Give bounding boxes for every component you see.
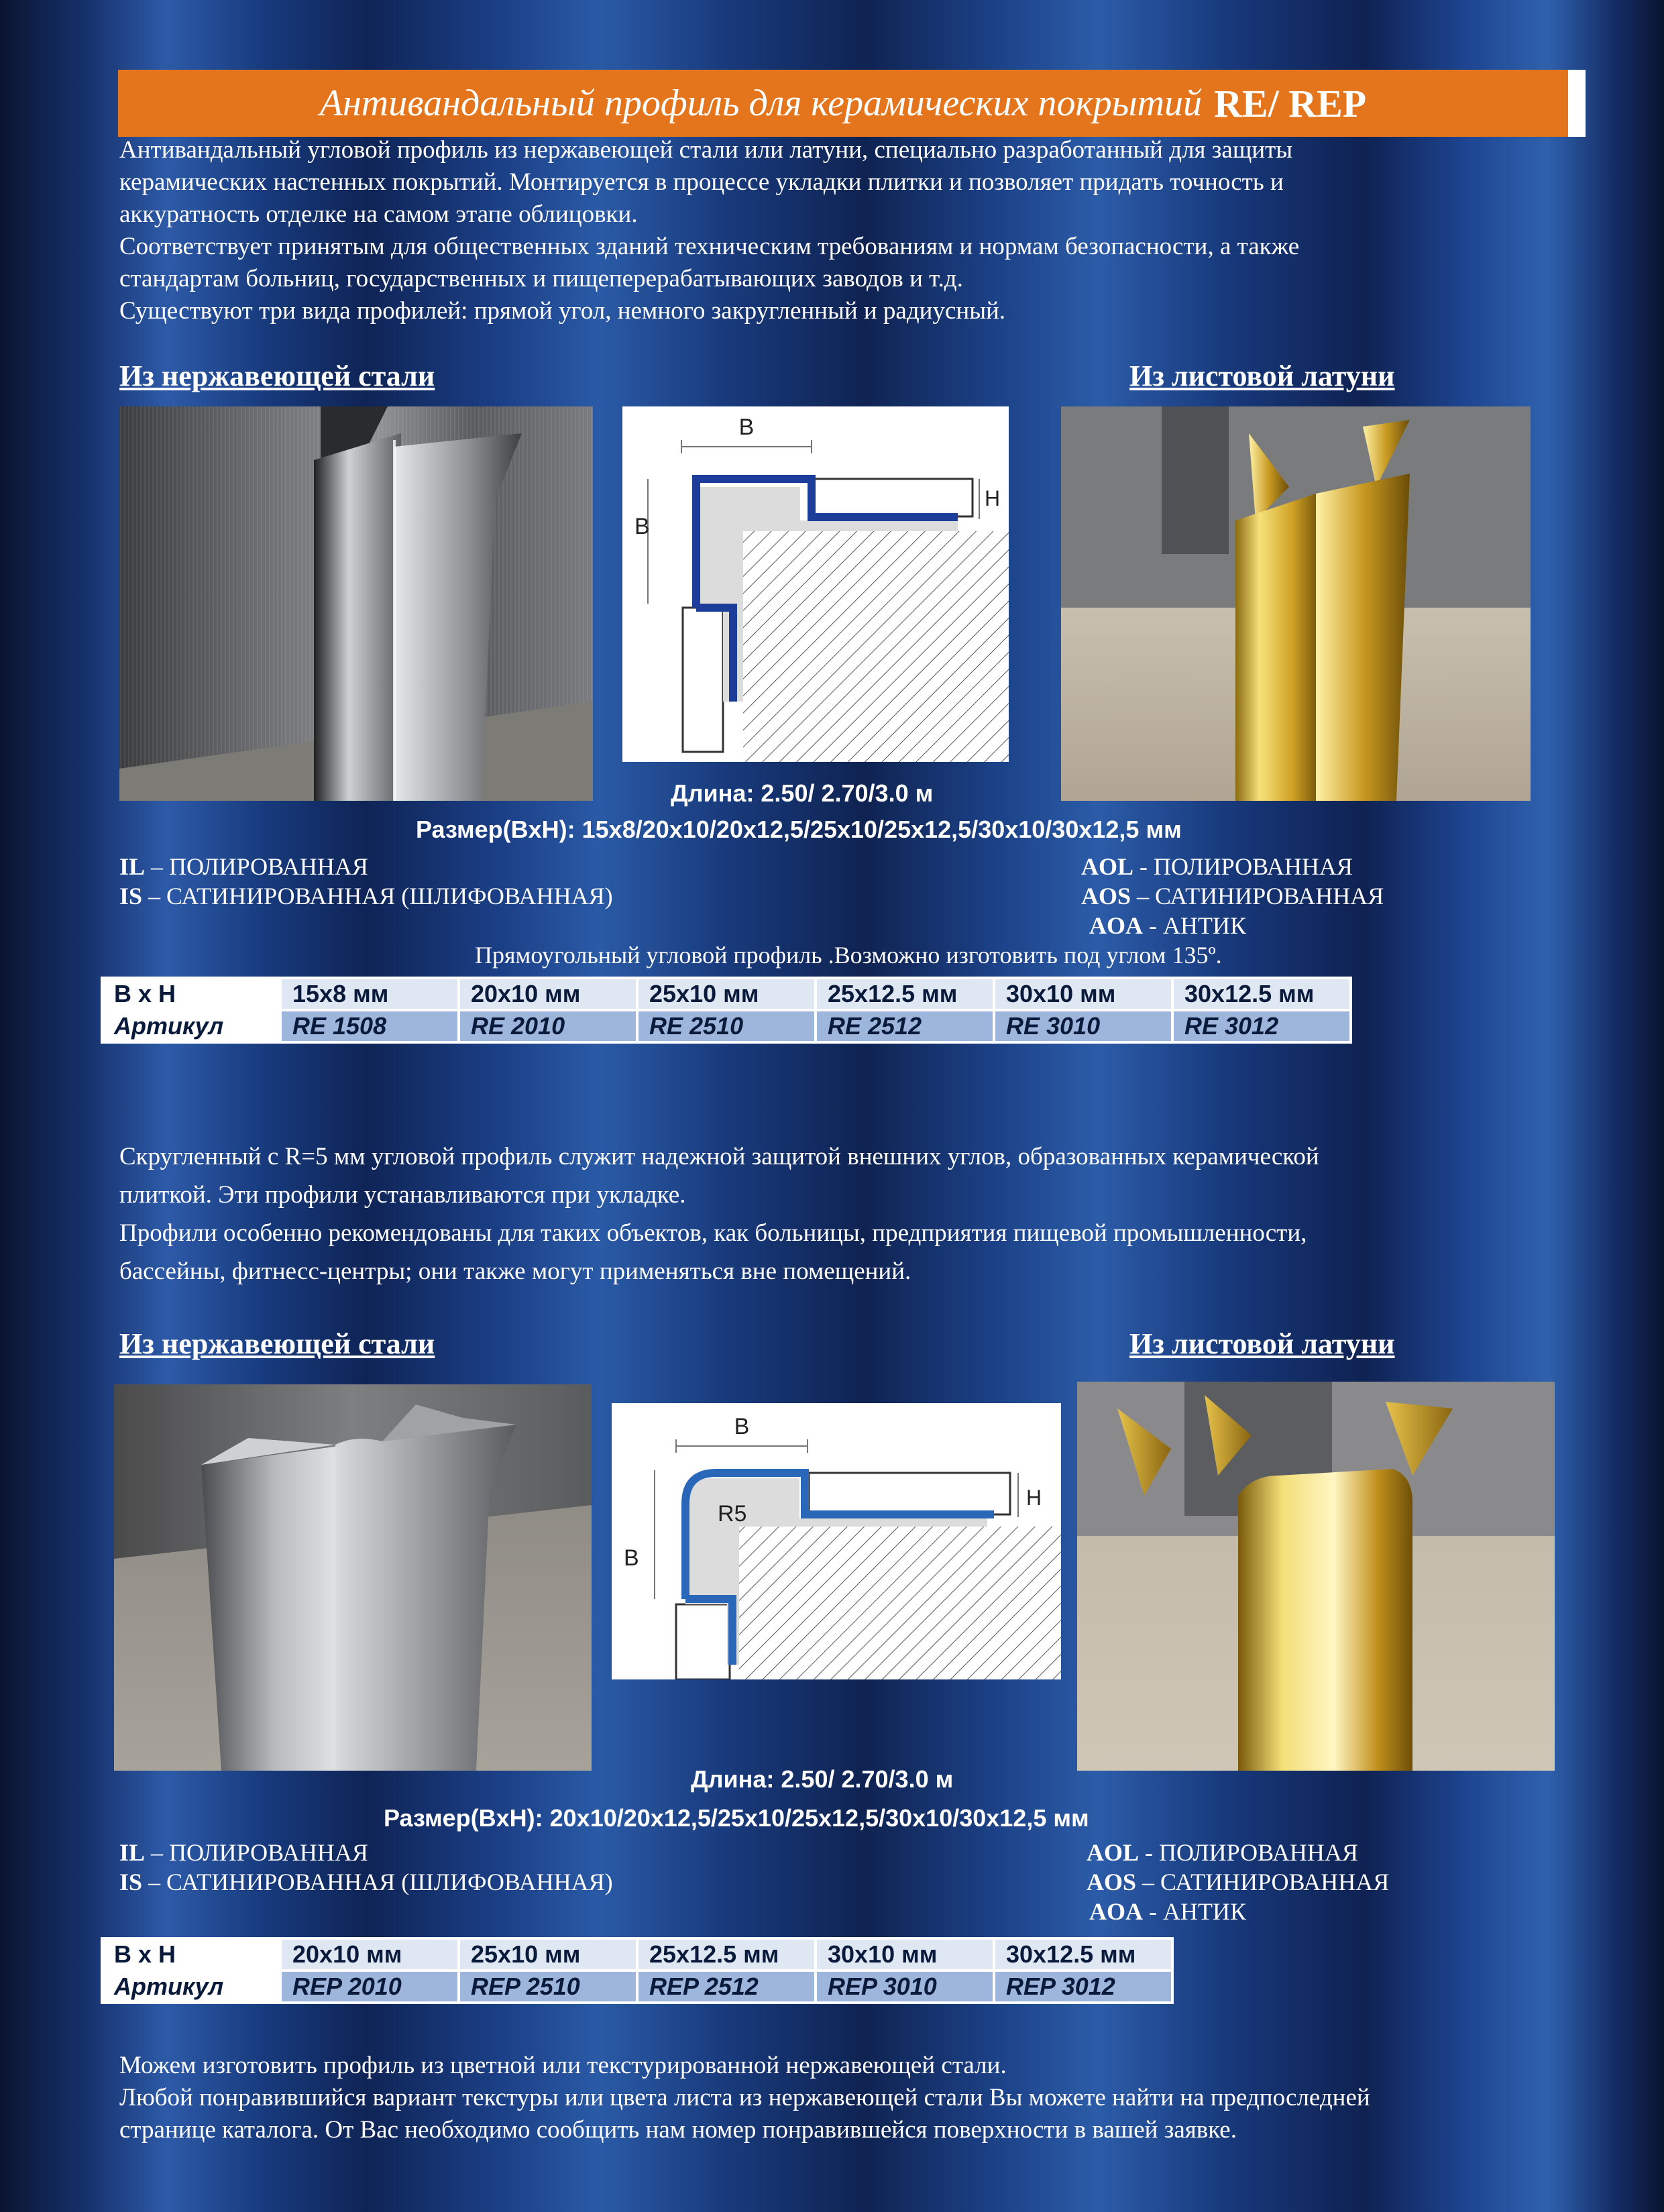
footer-paragraph (119, 2050, 1628, 2146)
finish-item (119, 881, 613, 911)
footer-line: Можем изготовить профиль из цветной или текстурированной нержавеющей стали. (119, 2052, 1007, 2079)
table-cell: RE 1508 (282, 1011, 457, 1041)
finish-code: IS (119, 883, 143, 909)
table-cell: 25x10 мм (639, 979, 814, 1009)
table-label-dims: B x H (103, 979, 279, 1009)
finish-code: AOS (1087, 1869, 1137, 1895)
intro-line: Соответствует принятым для общественных зданий техническим требованиям и нормам безопасности, а также (119, 233, 1300, 260)
table-row (103, 1011, 1349, 1041)
finish-code: IL (119, 853, 146, 880)
intro-line: стандартам больниц, государственных и пищеперерабатывающих заводов и т.д. (119, 265, 963, 292)
finish-text: - АНТИК (1143, 912, 1246, 939)
dim-b-left: B (634, 514, 650, 539)
steel-photo-image (119, 406, 593, 801)
middle-line: Профили особенно рекомендованы для таких объектов, как больницы, предприятия пищевой промышленности, (119, 1219, 1307, 1247)
section1-heading-steel: Из нержавеющей стали (119, 360, 435, 392)
table-cell: RE 2010 (460, 1011, 636, 1041)
size-spec-2: Размер(BxH): 20x10/20x12,5/25x10/25x12,5/30x10/30x12,5 мм (384, 1804, 1089, 1832)
finish-code: AOA (1089, 912, 1143, 939)
table-cell: 25x12.5 мм (639, 1940, 814, 1969)
section2-heading-steel: Из нержавеющей стали (119, 1327, 435, 1360)
finish-code: IS (119, 1869, 143, 1895)
intro-paragraph (119, 134, 1595, 327)
table-cell: 25x10 мм (460, 1940, 636, 1969)
steel-rounded-photo-image (114, 1384, 592, 1771)
finish-list-brass-1 (1081, 852, 1384, 940)
article-table-re (101, 977, 1352, 1044)
finish-item (119, 1867, 613, 1897)
middle-line: плиткой. Эти профили устанавливаются при укладке. (119, 1181, 686, 1209)
table-row (103, 979, 1349, 1009)
finish-item (1081, 911, 1384, 940)
re-profile-drawing (622, 406, 1009, 762)
table-cell: REP 3012 (995, 1972, 1171, 2001)
section1-heading-brass: Из листовой латуни (1129, 360, 1395, 392)
finish-text: – САТИНИРОВАННАЯ (ШЛИФОВАННАЯ) (142, 1869, 613, 1895)
title-end-block (1568, 70, 1586, 137)
finish-code: IL (119, 1839, 146, 1866)
finish-text: - ПОЛИРОВАННАЯ (1139, 1839, 1358, 1866)
finish-text: – САТИНИРОВАННАЯ (1136, 1869, 1390, 1895)
table-cell: RE 2510 (639, 1011, 814, 1041)
brass-photo-image (1061, 406, 1531, 801)
table-cell: RE 2512 (817, 1011, 993, 1041)
title-bold: RE/ REP (1214, 81, 1367, 125)
table-cell: 15x8 мм (282, 979, 457, 1009)
article-table-rep (101, 1937, 1174, 2004)
dim-b-top: B (734, 1414, 750, 1439)
table-label-dims: B x H (103, 1940, 279, 1969)
finish-code: AOS (1081, 883, 1131, 909)
angle-note: Прямоугольный угловой профиль .Возможно изготовить под углом 135º. (475, 942, 1222, 969)
size-spec-1: Размер(BxH): 15x8/20x10/20x12,5/25x10/25x12,5/30x10/30x12,5 мм (416, 816, 1182, 843)
finish-item (1087, 1838, 1389, 1867)
dim-h-right: H (1026, 1486, 1042, 1510)
profile-diagram-re (622, 406, 1009, 762)
finish-item (1087, 1867, 1389, 1897)
brass-rounded-photo-image (1077, 1382, 1555, 1771)
dim-b-top: B (738, 414, 755, 440)
table-row (103, 1972, 1171, 2001)
table-cell: REP 2512 (639, 1972, 814, 2001)
dim-h-right: H (985, 486, 1001, 510)
intro-line: керамических настенных покрытий. Монтируется в процессе укладки плитки и позволяет придать точность и (119, 168, 1284, 196)
finish-list-steel-1 (119, 852, 613, 911)
rep-profile-drawing (612, 1403, 1061, 1679)
table-cell: 30x12.5 мм (995, 1940, 1171, 1969)
dim-b-left: B (624, 1545, 639, 1571)
finish-list-steel-2 (119, 1838, 613, 1897)
finish-code: AOA (1089, 1898, 1143, 1925)
length-spec-1: Длина: 2.50/ 2.70/3.0 м (671, 779, 934, 807)
finish-item (119, 852, 613, 881)
table-label-article: Артикул (103, 1011, 279, 1041)
finish-item (1081, 852, 1384, 881)
brass-profile-photo (1061, 406, 1531, 801)
brass-rounded-profile-photo (1077, 1382, 1555, 1771)
finish-text: – ПОЛИРОВАННАЯ (145, 853, 368, 880)
finish-text: - ПОЛИРОВАННАЯ (1133, 853, 1353, 880)
table-cell: 30x12.5 мм (1174, 979, 1349, 1009)
middle-line: бассейны, фитнесс-центры; они также могут применяться вне помещений. (119, 1258, 911, 1285)
title-italic: Антивандальный профиль для керамических покрытий (319, 82, 1203, 124)
table-cell: 20x10 мм (460, 979, 636, 1009)
finish-list-brass-2 (1087, 1838, 1389, 1926)
finish-text: – САТИНИРОВАННАЯ (1131, 883, 1384, 909)
table-label-article: Артикул (103, 1972, 279, 2001)
finish-item (1081, 881, 1384, 911)
finish-code: AOL (1081, 853, 1134, 880)
length-spec-2: Длина: 2.50/ 2.70/3.0 м (691, 1765, 954, 1793)
finish-text: - АНТИК (1143, 1898, 1246, 1925)
steel-profile-photo (119, 406, 593, 801)
middle-line: Скругленный с R=5 мм угловой профиль служит надежной защитой внешних углов, образованных керамической (119, 1143, 1319, 1170)
finish-text: – САТИНИРОВАННАЯ (ШЛИФОВАННАЯ) (142, 883, 613, 909)
table-cell: 30x10 мм (817, 1940, 993, 1969)
table-cell: REP 3010 (817, 1972, 993, 2001)
finish-code: AOL (1087, 1839, 1140, 1866)
steel-rounded-profile-photo (114, 1384, 592, 1771)
table-cell: 20x10 мм (282, 1940, 457, 1969)
middle-paragraph (119, 1138, 1628, 1290)
table-cell: REP 2510 (460, 1972, 636, 2001)
table-row (103, 1940, 1171, 1969)
intro-line: Существуют три вида профилей: прямой угол, немного закругленный и радиусный. (119, 297, 1006, 325)
table-cell: REP 2010 (282, 1972, 457, 2001)
table-cell: 25x12.5 мм (817, 979, 993, 1009)
finish-text: – ПОЛИРОВАННАЯ (145, 1839, 368, 1866)
finish-item (119, 1838, 613, 1867)
intro-line: Антивандальный угловой профиль из нержавеющей стали или латуни, специально разработанный для защиты (119, 136, 1293, 164)
table-cell: RE 3010 (995, 1011, 1171, 1041)
radius-label: R5 (718, 1501, 747, 1527)
table-cell: 30x10 мм (995, 979, 1171, 1009)
footer-line: странице каталога. От Вас необходимо сообщить нам номер понравившейся поверхности в вашей заявке. (119, 2116, 1237, 2144)
finish-item (1087, 1897, 1389, 1926)
title-bar (118, 70, 1568, 137)
profile-diagram-rep (612, 1403, 1061, 1679)
table-cell: RE 3012 (1174, 1011, 1349, 1041)
section2-heading-brass: Из листовой латуни (1129, 1327, 1395, 1360)
footer-line: Любой понравившийся вариант текстуры или цвета листа из нержавеющей стали Вы можете найти на предпоследней (119, 2084, 1370, 2111)
intro-line: аккуратность отделке на самом этапе облицовки. (119, 201, 638, 228)
